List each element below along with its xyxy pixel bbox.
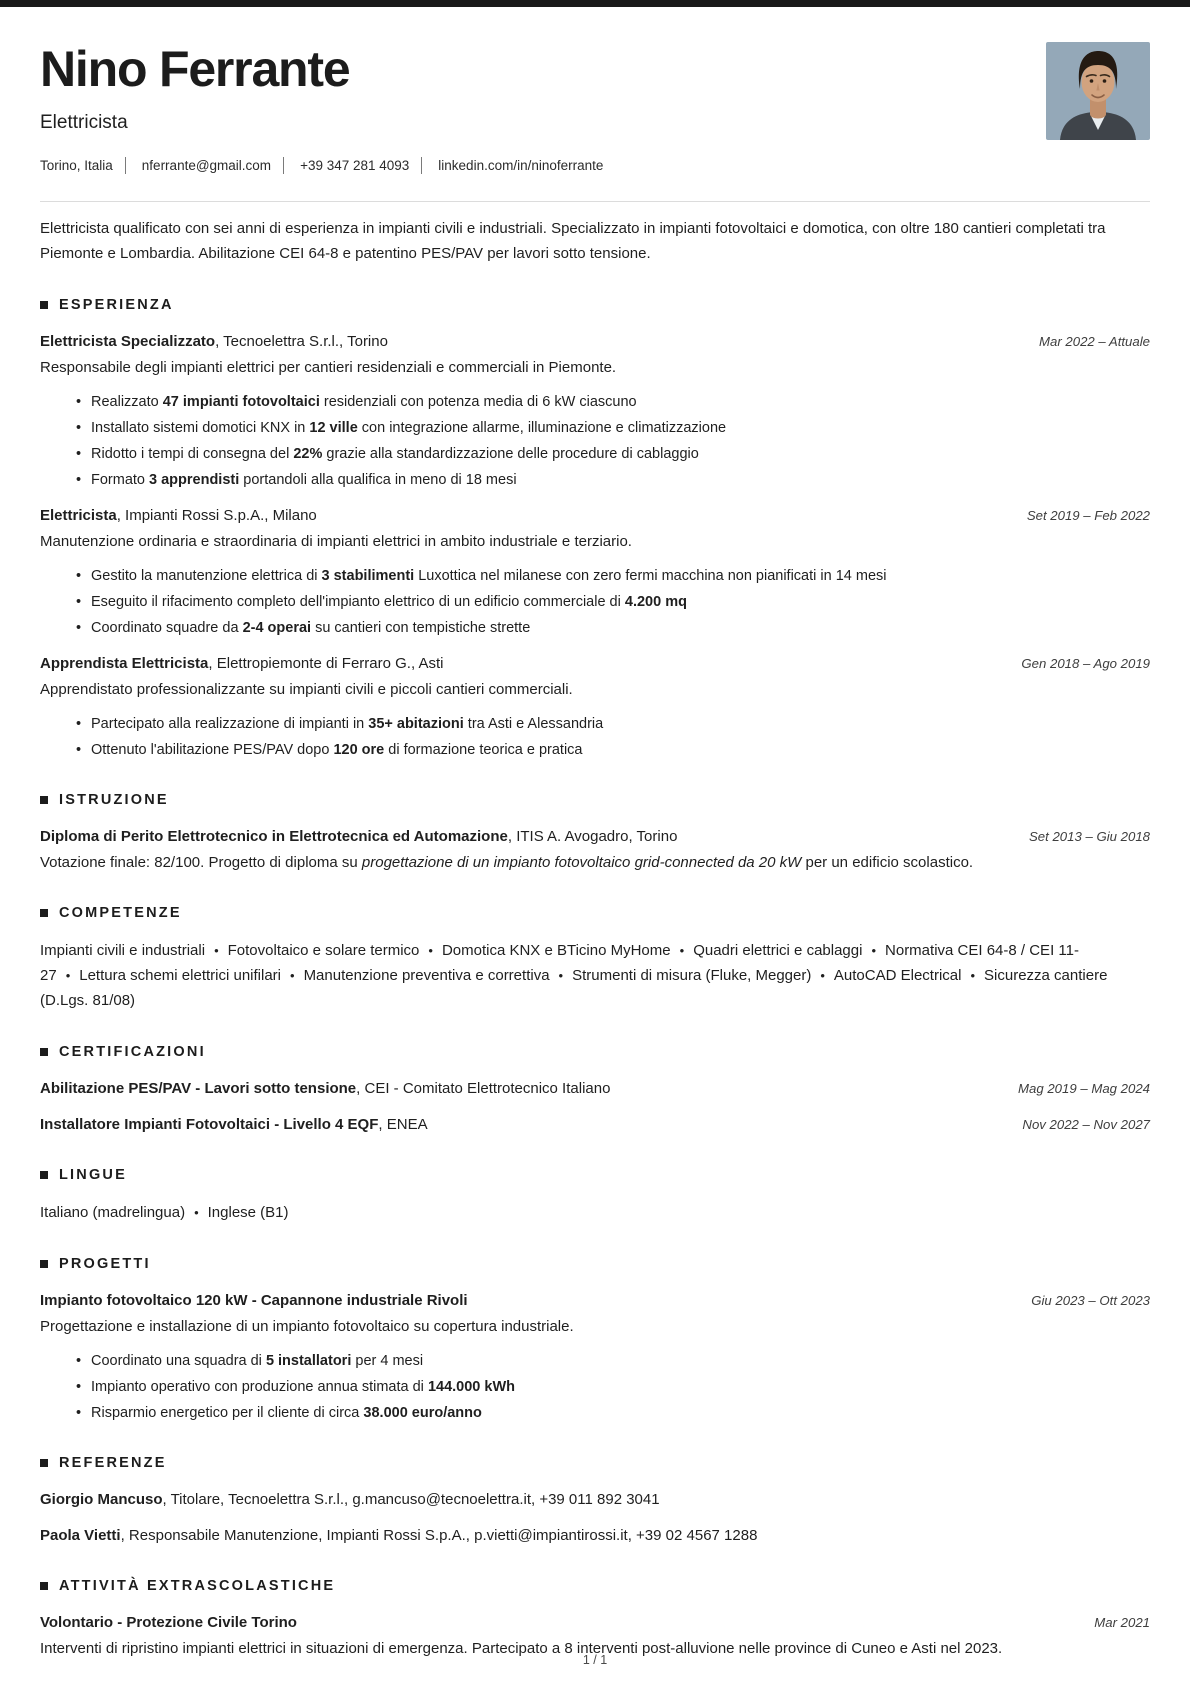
section-heading-text: ISTRUZIONE — [59, 792, 169, 808]
summary-text: Elettricista qualificato con sei anni di esperienza in impianti civili e industriali. Specializzato in impianti fotovoltaici e domotica, con oltre 180 cantieri completati tra Piemonte e Lombardia. Abilitazione CEI 64-8 e patentino PES/PAV per lavori sotto tensione. — [40, 220, 1106, 262]
text-run: 120 ore — [333, 742, 385, 758]
text-run: Luxottica nel milanese con zero fermi macchina non pianificati in 14 mesi — [414, 568, 887, 584]
section-heading-text: ATTIVITÀ EXTRASCOLASTICHE — [59, 1578, 336, 1594]
bullet-list — [40, 713, 1150, 761]
entry-header — [40, 330, 1150, 353]
entry-description — [40, 678, 1150, 701]
section-referenze — [40, 1455, 1150, 1547]
entry-header — [40, 1077, 1150, 1100]
entry-title — [40, 1611, 297, 1634]
dot-separator-icon: • — [558, 968, 564, 983]
inline-list-item: Manutenzione preventiva e correttiva — [303, 967, 550, 984]
entry — [40, 1524, 1150, 1547]
text-run: Votazione finale: 82/100. Progetto di diploma su — [40, 854, 362, 871]
person-job-title: Elettricista — [40, 112, 128, 133]
text-run: , Elettropiemonte di Ferraro G., Asti — [208, 655, 444, 672]
text-run: Giorgio Mancuso — [40, 1491, 163, 1508]
text-run: Impianto operativo con produzione annua stimata di — [91, 1379, 428, 1395]
section-heading-text: CERTIFICAZIONI — [59, 1044, 206, 1060]
section-heading-text: ESPERIENZA — [59, 297, 174, 313]
inline-list-item: Domotica KNX e BTicino MyHome — [441, 942, 671, 959]
text-run: Ridotto i tempi di consegna del — [91, 446, 294, 462]
bullet-item — [91, 713, 1150, 735]
square-bullet-icon — [40, 1459, 48, 1467]
contact-item: Torino, Italia — [40, 158, 113, 173]
entry-date: Set 2019 – Feb 2022 — [1026, 508, 1150, 523]
text-run: progettazione di un impianto fotovoltaico grid-connected da 20 kW — [361, 854, 802, 871]
contact-separator — [125, 157, 126, 174]
entry — [40, 1113, 1150, 1136]
text-run: Manutenzione ordinaria e straordinaria di impianti elettrici in ambito industriale e terziario. — [40, 533, 632, 550]
dot-separator-icon: • — [290, 968, 295, 983]
contact-separator — [283, 157, 284, 174]
entry-title — [40, 825, 677, 848]
text-run: Coordinato squadre da — [91, 620, 243, 636]
bullet-item — [91, 469, 1150, 491]
section-heading-text: COMPETENZE — [59, 905, 182, 921]
entry — [40, 825, 1150, 874]
inline-list-item: Quadri elettrici e cablaggi — [693, 942, 863, 959]
contact-item: +39 347 281 4093 — [300, 158, 410, 173]
dot-separator-icon: • — [214, 943, 219, 958]
entry-title — [40, 1113, 428, 1136]
section-progetti — [40, 1256, 1150, 1424]
text-run: 3 stabilimenti — [321, 568, 415, 584]
text-run: 4.200 mq — [624, 594, 687, 610]
section-heading-text: PROGETTI — [59, 1256, 151, 1272]
section-esperienza — [40, 297, 1150, 761]
dot-separator-icon: • — [820, 968, 825, 983]
section-heading — [40, 1455, 1150, 1471]
text-run: , Responsabile Manutenzione, Impianti Rossi S.p.A., p.vietti@impiantirossi.it, +39 02 4567 1288 — [120, 1527, 758, 1544]
top-accent-bar — [0, 0, 1190, 7]
text-run: Volontario - Protezione Civile Torino — [40, 1614, 297, 1631]
text-run: , Tecnoelettra S.r.l., Torino — [215, 333, 388, 350]
entry-title — [40, 1524, 757, 1547]
entry-date: Mar 2022 – Attuale — [1039, 334, 1150, 349]
dot-separator-icon: • — [970, 968, 976, 983]
entry-description — [40, 1315, 1150, 1338]
text-run: Abilitazione PES/PAV - Lavori sotto tensione — [40, 1080, 357, 1097]
entry — [40, 504, 1150, 639]
entry-header — [40, 1113, 1150, 1136]
text-run: Installatore Impianti Fotovoltaici - Livello 4 EQF — [40, 1116, 379, 1133]
bullet-item — [91, 1376, 1150, 1398]
entry-header — [40, 1524, 1150, 1547]
text-run: con integrazione allarme, illuminazione e climatizzazione — [357, 420, 727, 436]
bullet-item — [91, 591, 1150, 613]
sections-container — [40, 297, 1150, 1660]
text-run: tra Asti e Alessandria — [463, 716, 604, 732]
bullet-item — [91, 391, 1150, 413]
text-run: Apprendista Elettricista — [40, 655, 209, 672]
dot-separator-icon: • — [428, 943, 433, 958]
entry-date: Giu 2023 – Ott 2023 — [1031, 1293, 1150, 1308]
section-istruzione — [40, 792, 1150, 874]
text-run: Elettricista — [40, 507, 117, 524]
entry-date: Nov 2022 – Nov 2027 — [1022, 1117, 1150, 1132]
contact-item: nferrante@gmail.com — [141, 158, 272, 173]
text-run: , Titolare, Tecnoelettra S.r.l., g.mancuso@tecnoelettra.it, +39 011 892 3041 — [162, 1491, 660, 1508]
dot-separator-icon: • — [65, 968, 71, 983]
text-run: Apprendistato professionalizzante su impianti civili e piccoli cantieri commerciali. — [40, 681, 573, 698]
text-run: Impianto fotovoltaico 120 kW - Capannone industriale Rivoli — [40, 1292, 468, 1309]
entry — [40, 652, 1150, 761]
text-run: 5 installatori — [265, 1353, 352, 1369]
entry-description — [40, 530, 1150, 553]
inline-list-item: AutoCAD Electrical — [833, 967, 962, 984]
contact-row — [40, 157, 1150, 174]
text-run: Installato sistemi domotici KNX in — [91, 420, 310, 436]
text-run: Partecipato alla realizzazione di impianti in — [91, 716, 369, 732]
text-run: per un edificio scolastico. — [801, 854, 974, 871]
text-run: 35+ abitazioni — [368, 716, 464, 732]
text-run: Ottenuto l'abilitazione PES/PAV dopo — [91, 742, 334, 758]
section-heading-text: LINGUE — [59, 1167, 127, 1183]
text-run: , CEI - Comitato Elettrotecnico Italiano — [356, 1080, 611, 1097]
entry-date: Set 2013 – Giu 2018 — [1029, 829, 1150, 844]
entry-title — [40, 1077, 610, 1100]
text-run: Paola Vietti — [40, 1527, 121, 1544]
entry-date: Mar 2021 — [1094, 1615, 1150, 1630]
entry-title — [40, 1488, 660, 1511]
entry-header — [40, 652, 1150, 675]
person-name: Nino Ferrante — [40, 41, 350, 97]
text-run: su cantieri con tempistiche strette — [311, 620, 531, 636]
square-bullet-icon — [40, 909, 48, 917]
square-bullet-icon — [40, 1260, 48, 1268]
page-content — [0, 41, 1190, 1660]
text-run: grazie alla standardizzazione delle procedure di cablaggio — [322, 446, 699, 462]
text-run: , ENEA — [378, 1116, 428, 1133]
bullet-item — [91, 565, 1150, 587]
section-heading — [40, 905, 1150, 921]
entry-date: Gen 2018 – Ago 2019 — [1021, 656, 1150, 671]
square-bullet-icon — [40, 1171, 48, 1179]
text-run: 2-4 operai — [242, 620, 312, 636]
inline-list — [40, 1200, 1150, 1225]
bullet-item — [91, 1402, 1150, 1424]
section-heading — [40, 1044, 1150, 1060]
text-run: per 4 mesi — [351, 1353, 424, 1369]
text-run: Responsabile degli impianti elettrici per cantieri residenziali e commerciali in Piemonte. — [40, 359, 617, 376]
square-bullet-icon — [40, 1582, 48, 1590]
bullet-item — [91, 739, 1150, 761]
inline-list-item: Lettura schemi elettrici unifilari — [79, 967, 281, 984]
text-run: , Impianti Rossi S.p.A., Milano — [116, 507, 317, 524]
inline-list-item: Normativa CEI 64-8 / CEI 11-27 — [40, 942, 1079, 984]
section-attivita-extrascolastiche — [40, 1578, 1150, 1660]
bullet-item — [91, 417, 1150, 439]
entry-title — [40, 1289, 468, 1312]
section-competenze — [40, 905, 1150, 1013]
section-certificazioni — [40, 1044, 1150, 1136]
text-run: 12 ville — [309, 420, 358, 436]
text-run: Coordinato una squadra di — [91, 1353, 266, 1369]
avatar-illustration — [1046, 42, 1150, 140]
inline-list-item: Italiano (madrelingua) — [40, 1204, 186, 1221]
entry-title — [40, 504, 317, 527]
inline-list-item: Inglese (B1) — [207, 1204, 289, 1221]
entry-description — [40, 356, 1150, 379]
dot-separator-icon: • — [871, 943, 877, 958]
text-run: 144.000 kWh — [427, 1379, 515, 1395]
entry-header — [40, 504, 1150, 527]
dot-separator-icon: • — [679, 943, 685, 958]
text-run: 47 impianti fotovoltaici — [162, 394, 320, 410]
square-bullet-icon — [40, 1048, 48, 1056]
text-run: residenziali con potenza media di 6 kW ciascuno — [319, 394, 637, 410]
inline-list-item: Strumenti di misura (Fluke, Megger) — [572, 967, 812, 984]
entry-header — [40, 825, 1150, 848]
entry — [40, 1077, 1150, 1100]
text-run: di formazione teorica e pratica — [384, 742, 583, 758]
entry-header — [40, 1289, 1150, 1312]
inline-list-item: Fotovoltaico e solare termico — [227, 942, 420, 959]
text-run: 3 apprendisti — [149, 472, 240, 488]
bullet-item — [91, 617, 1150, 639]
entry-title — [40, 652, 443, 675]
text-run: 38.000 euro/anno — [363, 1405, 482, 1421]
profile-photo — [1046, 42, 1150, 140]
text-run: Elettricista Specializzato — [40, 333, 216, 350]
entry-description — [40, 851, 1150, 874]
bullet-list — [40, 1350, 1150, 1424]
entry-title — [40, 330, 388, 353]
page-number: 1 / 1 — [582, 1653, 608, 1667]
text-run: , ITIS A. Avogadro, Torino — [507, 828, 678, 845]
square-bullet-icon — [40, 301, 48, 309]
entry — [40, 1488, 1150, 1511]
text-run: Gestito la manutenzione elettrica di — [91, 568, 322, 584]
text-run: Formato — [91, 472, 150, 488]
entry-date: Mag 2019 – Mag 2024 — [1018, 1081, 1150, 1096]
inline-list — [40, 938, 1150, 1013]
contact-item: linkedin.com/in/ninoferrante — [438, 158, 604, 173]
inline-list-item: Impianti civili e industriali — [40, 942, 206, 959]
dot-separator-icon: • — [194, 1205, 199, 1220]
section-heading — [40, 1256, 1150, 1272]
section-heading — [40, 792, 1150, 808]
header-divider — [40, 201, 1150, 202]
bullet-list — [40, 391, 1150, 491]
text-run: Risparmio energetico per il cliente di circa — [91, 1405, 364, 1421]
entry — [40, 330, 1150, 491]
entry — [40, 1289, 1150, 1424]
inline-list-item: Sicurezza cantiere (D.Lgs. 81/08) — [40, 967, 1108, 1009]
section-lingue — [40, 1167, 1150, 1225]
bullet-item — [91, 1350, 1150, 1372]
text-run: Eseguito il rifacimento completo dell'impianto elettrico di un edificio commerciale di — [91, 594, 625, 610]
section-heading — [40, 1578, 1150, 1594]
text-run: Interventi di ripristino impianti elettrici in situazioni di emergenza. Partecipato a 8 interventi post-alluvione nelle province di Cuneo e Asti nel 2023. — [40, 1640, 1003, 1657]
contact-separator — [421, 157, 422, 174]
entry-header — [40, 1611, 1150, 1634]
bullet-item — [91, 443, 1150, 465]
text-run: portandoli alla qualifica in meno di 18 mesi — [239, 472, 517, 488]
section-heading — [40, 1167, 1150, 1183]
section-heading-text: REFERENZE — [59, 1455, 167, 1471]
header — [40, 41, 1150, 174]
text-run: Diploma di Perito Elettrotecnico in Elettrotecnica ed Automazione — [40, 828, 508, 845]
text-run: Realizzato — [91, 394, 163, 410]
bullet-list — [40, 565, 1150, 639]
section-heading — [40, 297, 1150, 313]
text-run: Progettazione e installazione di un impianto fotovoltaico su copertura industriale. — [40, 1318, 574, 1335]
entry-header — [40, 1488, 1150, 1511]
text-run: 22% — [293, 446, 323, 462]
square-bullet-icon — [40, 796, 48, 804]
